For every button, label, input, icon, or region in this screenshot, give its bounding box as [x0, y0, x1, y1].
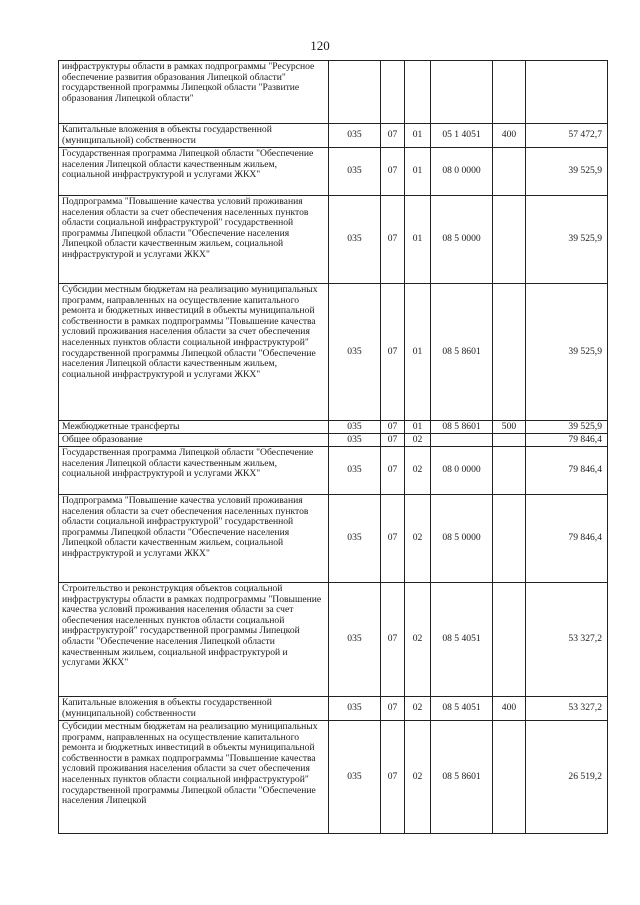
ministry-code: 035: [329, 721, 381, 834]
row-name: Строительство и реконструкция объектов социальной инфраструктуры области в рамках подпрограммы "Повышение качества условий проживания населения области за счет обеспечения населенных пунктов области социальной инфраструктурой" государственной программы Липецкой области "Обеспечение населения Липецкой области качественным жильем, социальной инфраструктурой и услугами ЖКХ": [59, 583, 329, 697]
ministry-code: 035: [329, 421, 381, 434]
row-name: Государственная программа Липецкой области "Обеспечение населения Липецкой области качественным жильем, социальной инфраструктурой и услугами ЖКХ": [59, 447, 329, 495]
subsection-code: 02: [405, 721, 431, 834]
expense-code: [493, 148, 526, 196]
ministry-code: 035: [329, 583, 381, 697]
row-name: Капитальные вложения в объекты государственной (муниципальной) собственности: [59, 697, 329, 721]
target-code: 08 5 4051: [431, 583, 493, 697]
section-code: 07: [381, 697, 405, 721]
target-code: 08 5 4051: [431, 697, 493, 721]
table-row: [59, 721, 608, 834]
target-code: 05 1 4051: [431, 124, 493, 148]
row-name: Капитальные вложения в объекты государственной (муниципальной) собственности: [59, 124, 329, 148]
subsection-code: 01: [405, 284, 431, 421]
target-code: 08 5 0000: [431, 495, 493, 583]
table-row: [59, 495, 608, 583]
row-name: Общее образование: [59, 434, 329, 447]
table-row: [59, 421, 608, 434]
target-code: 08 5 8601: [431, 421, 493, 434]
row-name: инфраструктуры области в рамках подпрограммы "Ресурсное обеспечение развития образования Липецкой области" государственной программы Липецкой области "Развитие образования Липецкой области": [59, 61, 329, 124]
table-row: [59, 583, 608, 697]
row-name: Подпрограмма "Повышение качества условий проживания населения области за счет обеспечения населенных пунктов области социальной инфраструктурой" государственной программы Липецкой области "Обеспечение населения Липецкой области качественным жильем, социальной инфраструктурой и услугами ЖКХ": [59, 196, 329, 284]
section-code: 07: [381, 447, 405, 495]
subsection-code: 01: [405, 196, 431, 284]
expense-code: [493, 495, 526, 583]
ministry-code: 035: [329, 284, 381, 421]
amount: 26 519,2: [526, 721, 608, 834]
target-code: 08 5 8601: [431, 721, 493, 834]
amount: 39 525,9: [526, 196, 608, 284]
subsection-code: 01: [405, 124, 431, 148]
row-name: Межбюджетные трансферты: [59, 421, 329, 434]
expense-code: [493, 583, 526, 697]
subsection-code: 02: [405, 434, 431, 447]
target-code: 08 5 8601: [431, 284, 493, 421]
target-code: 08 0 0000: [431, 447, 493, 495]
table-row: [59, 124, 608, 148]
ministry-code: 035: [329, 697, 381, 721]
ministry-code: 035: [329, 495, 381, 583]
table-row: [59, 148, 608, 196]
ministry-code: 035: [329, 196, 381, 284]
row-name: Государственная программа Липецкой области "Обеспечение населения Липецкой области качественным жильем, социальной инфраструктурой и услугами ЖКХ": [59, 148, 329, 196]
expense-code: [493, 434, 526, 447]
amount: [526, 61, 608, 124]
subsection-code: [405, 61, 431, 124]
amount: 53 327,2: [526, 697, 608, 721]
section-code: 07: [381, 421, 405, 434]
amount: 79 846,4: [526, 434, 608, 447]
ministry-code: 035: [329, 434, 381, 447]
amount: 39 525,9: [526, 284, 608, 421]
expense-code: 400: [493, 124, 526, 148]
table-row: [59, 196, 608, 284]
section-code: 07: [381, 124, 405, 148]
expense-code: [493, 196, 526, 284]
section-code: 07: [381, 583, 405, 697]
amount: 39 525,9: [526, 421, 608, 434]
ministry-code: 035: [329, 124, 381, 148]
table-row: [59, 697, 608, 721]
amount: 79 846,4: [526, 447, 608, 495]
subsection-code: 01: [405, 148, 431, 196]
row-name: Субсидии местным бюджетам на реализацию муниципальных программ, направленных на осуществление капитального ремонта и бюджетных инвестиций в объекты муниципальной собственности в рамках подпрограммы "Повышение качества условий проживания населения области за счет обеспечения населенных пунктов области социальной инфраструктурой" государственной программы Липецкой области "Обеспечение населения Липецкой области качественным жильем, социальной инфраструктурой и услугами ЖКХ": [59, 284, 329, 421]
subsection-code: 02: [405, 495, 431, 583]
table-row: [59, 61, 608, 124]
subsection-code: 02: [405, 697, 431, 721]
table-row: [59, 434, 608, 447]
section-code: 07: [381, 148, 405, 196]
amount: 57 472,7: [526, 124, 608, 148]
section-code: 07: [381, 495, 405, 583]
table-row: [59, 284, 608, 421]
section-code: 07: [381, 434, 405, 447]
section-code: [381, 61, 405, 124]
section-code: 07: [381, 284, 405, 421]
subsection-code: 01: [405, 421, 431, 434]
expense-code: 500: [493, 421, 526, 434]
amount: 39 525,9: [526, 148, 608, 196]
expense-code: [493, 721, 526, 834]
section-code: 07: [381, 721, 405, 834]
subsection-code: 02: [405, 583, 431, 697]
target-code: [431, 434, 493, 447]
ministry-code: 035: [329, 447, 381, 495]
target-code: [431, 61, 493, 124]
expense-code: [493, 284, 526, 421]
amount: 79 846,4: [526, 495, 608, 583]
subsection-code: 02: [405, 447, 431, 495]
row-name: Подпрограмма "Повышение качества условий проживания населения области за счет обеспечения населенных пунктов области социальной инфраструктурой" государственной программы Липецкой области "Обеспечение населения Липецкой области качественным жильем, социальной инфраструктурой и услугами ЖКХ": [59, 495, 329, 583]
target-code: 08 0 0000: [431, 148, 493, 196]
amount: 53 327,2: [526, 583, 608, 697]
budget-table: [58, 60, 608, 834]
page-number: 120: [310, 38, 330, 53]
ministry-code: 035: [329, 148, 381, 196]
section-code: 07: [381, 196, 405, 284]
expense-code: 400: [493, 697, 526, 721]
target-code: 08 5 0000: [431, 196, 493, 284]
table-row: [59, 447, 608, 495]
expense-code: [493, 61, 526, 124]
expense-code: [493, 447, 526, 495]
row-name: Субсидии местным бюджетам на реализацию муниципальных программ, направленных на осуществление капитального ремонта и бюджетных инвестиций в объекты муниципальной собственности в рамках подпрограммы "Повышение качества условий проживания населения области за счет обеспечения населенных пунктов области социальной инфраструктурой" государственной программы Липецкой области "Обеспечение населения Липецкой: [59, 721, 329, 834]
ministry-code: [329, 61, 381, 124]
